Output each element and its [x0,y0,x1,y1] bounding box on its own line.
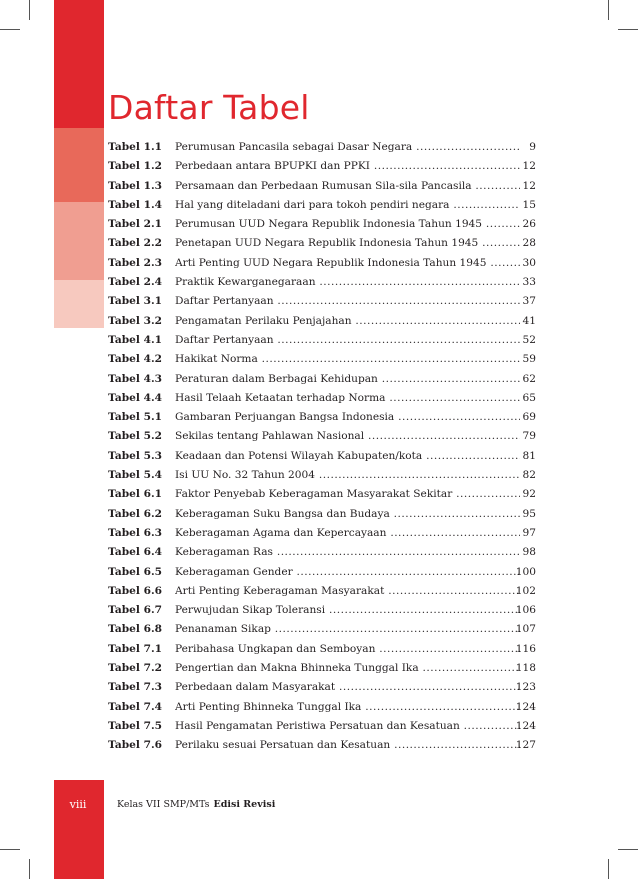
table-number: Tabel 4.4 [108,391,163,404]
table-title: Perbedaan antara BPUPKI dan PPKI ..... [175,160,520,172]
toc-entry[interactable] [108,216,548,235]
side-bar-salmon [54,202,104,280]
table-title: Perumusan UUD Negara Republik Indonesia Tahun 1945 ..... [175,218,520,230]
footer-bar-red [54,780,104,879]
toc-entry[interactable] [108,602,548,621]
page-ref: 65 [522,391,536,404]
toc-entry[interactable] [108,699,548,718]
table-title: Keberagaman Ras ..... [175,546,520,558]
table-title: Perbedaan dalam Masyarakat ..... [175,681,520,693]
table-number: Tabel 2.2 [108,237,163,250]
table-title: Sekilas tentang Pahlawan Nasional ..... [175,430,520,442]
table-number: Tabel 3.2 [108,314,163,327]
table-title: Hasil Pengamatan Peristiwa Persatuan dan Kesatuan ..... [175,720,520,732]
toc-entry[interactable] [108,486,548,505]
page-ref: 12 [522,179,536,192]
toc-entry[interactable] [108,409,548,428]
page-ref: 15 [522,198,536,211]
toc-entry[interactable] [108,641,548,660]
page-ref: 102 [515,584,536,597]
crop-mark [608,0,609,20]
page-ref: 124 [515,719,536,732]
table-title: Perwujudan Sikap Toleransi ..... [175,604,520,616]
page-ref: 81 [522,449,536,462]
table-title: Peribahasa Ungkapan dan Semboyan ..... [175,643,520,655]
table-number: Tabel 1.4 [108,198,163,211]
table-title: Keadaan dan Potensi Wilayah Kabupaten/kota ..... [175,450,520,462]
table-title: Penetapan UUD Negara Republik Indonesia Tahun 1945 ..... [175,237,520,249]
table-number: Tabel 7.2 [108,662,163,675]
toc-entry[interactable] [108,448,548,467]
toc-entry[interactable] [108,351,548,370]
table-number: Tabel 1.1 [108,141,163,153]
toc-entry[interactable] [108,506,548,525]
table-number: Tabel 5.2 [108,430,163,443]
table-number: Tabel 7.1 [108,642,163,655]
page-ref: 9 [529,141,536,153]
table-title: Isi UU No. 32 Tahun 2004 ..... [175,469,520,481]
table-number: Tabel 4.3 [108,372,163,385]
table-number: Tabel 2.1 [108,218,163,231]
toc-entry[interactable] [108,274,548,293]
page-ref: 116 [515,642,536,655]
page-ref: 37 [522,295,536,308]
page-ref: 95 [522,507,536,520]
table-title: Keberagaman Agama dan Kepercayaan ..... [175,527,520,539]
table-number: Tabel 6.2 [108,507,163,520]
table-number: Tabel 7.3 [108,681,163,694]
toc-entry[interactable] [108,293,548,312]
crop-mark [0,849,20,850]
page-ref: 100 [515,565,536,578]
table-number: Tabel 2.3 [108,256,163,269]
footer-text [117,799,275,810]
toc-entry[interactable] [108,583,548,602]
table-number: Tabel 6.1 [108,488,163,501]
table-number: Tabel 6.4 [108,546,163,559]
table-title: Keberagaman Gender ..... [175,566,520,578]
table-number: Tabel 7.5 [108,719,163,732]
table-title: Keberagaman Suku Bangsa dan Budaya ..... [175,508,520,520]
page-ref: 118 [515,662,536,675]
table-title: Praktik Kewarganegaraan ..... [175,276,520,288]
table-number: Tabel 4.1 [108,333,163,346]
toc-entry[interactable] [108,525,548,544]
page-number: viii [69,798,87,811]
page-ref: 124 [515,700,536,713]
crop-mark [608,859,609,879]
toc-entry[interactable] [108,718,548,737]
crop-mark [618,849,638,850]
page-ref: 123 [515,681,536,694]
toc-entry[interactable] [108,371,548,390]
toc-entry[interactable] [108,467,548,486]
table-title: Arti Penting Keberagaman Masyarakat ..... [175,585,520,597]
toc-entry[interactable] [108,197,548,216]
table-title: Hakikat Norma ..... [175,353,520,365]
side-bar-coral [54,128,104,202]
table-title: Hasil Telaah Ketaatan terhadap Norma ..... [175,392,520,404]
crop-mark [0,29,20,30]
toc-entry[interactable] [108,660,548,679]
table-title: Pengamatan Perilaku Penjajahan ..... [175,315,520,327]
page-title: Daftar Tabel [108,88,310,127]
footer-book: Kelas VII SMP/MTs [117,799,210,810]
page-ref: 106 [515,604,536,617]
table-number: Tabel 5.1 [108,411,163,424]
table-number: Tabel 7.6 [108,739,163,752]
toc-entry[interactable] [108,139,548,158]
table-number: Tabel 6.8 [108,623,163,636]
table-title: Peraturan dalam Berbagai Kehidupan ..... [175,373,520,385]
table-title: Daftar Pertanyaan ..... [175,295,520,307]
table-title: Penanaman Sikap ..... [175,623,520,635]
toc-entry[interactable] [108,428,548,447]
table-of-tables [108,139,548,757]
page-ref: 98 [522,546,536,559]
page-ref: 69 [522,411,536,424]
page-ref: 33 [522,276,536,289]
table-number: Tabel 6.3 [108,526,163,539]
table-number: Tabel 5.4 [108,469,163,482]
page-ref: 97 [522,526,536,539]
toc-entry[interactable] [108,737,548,756]
table-number: Tabel 7.4 [108,700,163,713]
page-ref: 62 [522,372,536,385]
table-number: Tabel 1.3 [108,179,163,192]
table-number: Tabel 6.6 [108,584,163,597]
table-number: Tabel 3.1 [108,295,163,308]
table-title: Faktor Penyebab Keberagaman Masyarakat Sekitar ..... [175,488,520,500]
toc-entry[interactable] [108,158,548,177]
toc-entry[interactable] [108,679,548,698]
table-title: Daftar Pertanyaan ..... [175,334,520,346]
table-title: Arti Penting UUD Negara Republik Indonesia Tahun 1945 ..... [175,257,520,269]
side-bar-red [54,0,104,128]
table-number: Tabel 6.7 [108,604,163,617]
toc-entry[interactable] [108,235,548,254]
toc-entry[interactable] [108,564,548,583]
page-ref: 79 [522,430,536,443]
table-number: Tabel 6.5 [108,565,163,578]
toc-entry[interactable] [108,544,548,563]
table-number: Tabel 4.2 [108,353,163,366]
page-ref: 41 [522,314,536,327]
page-ref: 59 [522,353,536,366]
table-title: Perilaku sesuai Persatuan dan Kesatuan ..... [175,739,520,751]
page-ref: 28 [522,237,536,250]
toc-entry[interactable] [108,390,548,409]
toc-entry[interactable] [108,178,548,197]
page-ref: 107 [515,623,536,636]
crop-mark [618,29,638,30]
crop-mark [29,0,30,20]
page-ref: 92 [522,488,536,501]
page-ref: 82 [522,469,536,482]
side-bar-pink [54,280,104,328]
page-ref: 127 [515,739,536,752]
page-ref: 26 [522,218,536,231]
crop-mark [29,859,30,879]
toc-entry[interactable] [108,332,548,351]
toc-entry[interactable] [108,255,548,274]
table-title: Hal yang diteladani dari para tokoh pendiri negara ..... [175,199,520,211]
toc-entry[interactable] [108,313,548,332]
toc-entry[interactable] [108,621,548,640]
table-number: Tabel 1.2 [108,160,163,173]
table-number: Tabel 5.3 [108,449,163,462]
table-title: Arti Penting Bhinneka Tunggal Ika ..... [175,701,520,713]
page-ref: 52 [522,333,536,346]
page-ref: 12 [522,160,536,173]
table-title: Pengertian dan Makna Bhinneka Tunggal Ika ..... [175,662,520,674]
page-ref: 30 [522,256,536,269]
table-number: Tabel 2.4 [108,276,163,289]
table-title: Persamaan dan Perbedaan Rumusan Sila-sila Pancasila ..... [175,180,520,192]
footer-edition: Edisi Revisi [213,799,276,810]
table-title: Perumusan Pancasila sebagai Dasar Negara ..... [175,141,520,153]
table-title: Gambaran Perjuangan Bangsa Indonesia ..... [175,411,520,423]
